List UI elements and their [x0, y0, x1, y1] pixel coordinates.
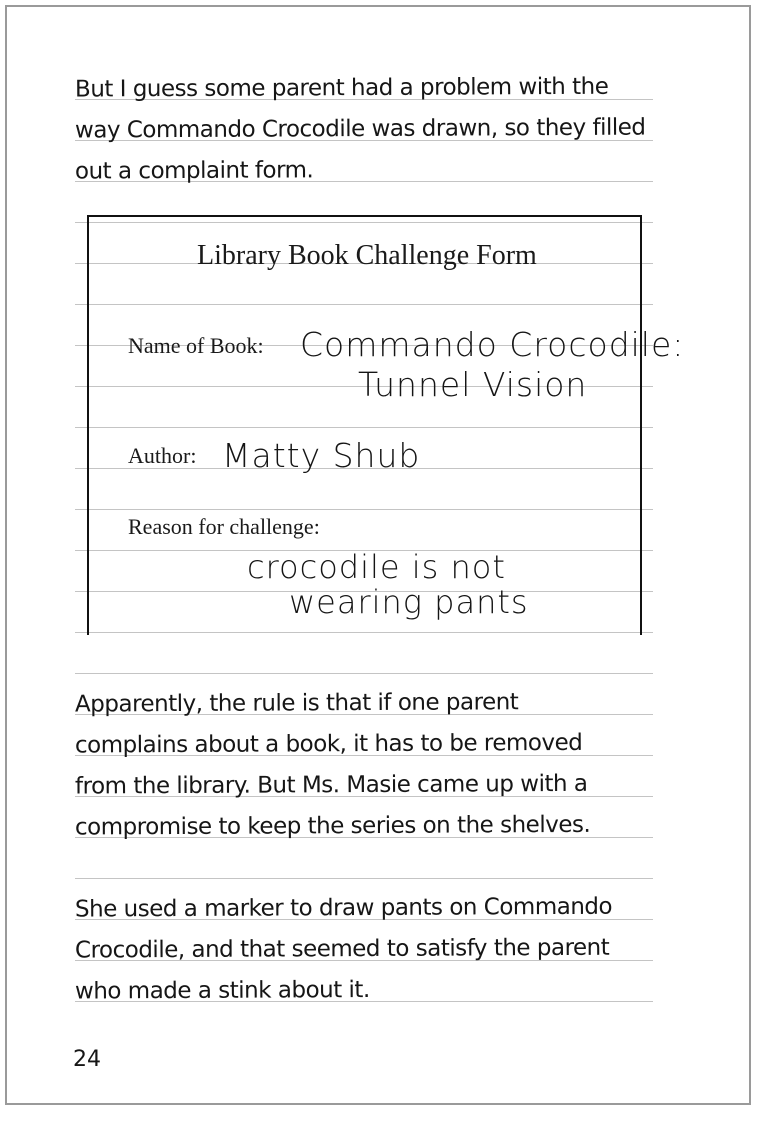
paragraph-1-line-3: out a complaint form.: [74, 157, 314, 185]
paragraph-2-line-3: from the library. But Ms. Masie came up with a: [74, 770, 588, 800]
reason-value-line-2: wearing pants: [289, 583, 529, 621]
form-title: Library Book Challenge Form: [197, 240, 537, 271]
book-name-value-line-2: Tunnel Vision: [358, 365, 588, 404]
reason-value-line-1: crocodile is not: [247, 548, 506, 586]
paragraph-2-line-1: Apparently, the rule is that if one parent: [74, 689, 519, 718]
book-name-label: Name of Book:: [128, 333, 264, 358]
paragraph-1-line-1: But I guess some parent had a problem with the: [74, 73, 609, 103]
paragraph-2-line-4: compromise to keep the series on the shelves.: [74, 811, 591, 841]
page-number: 24: [73, 1047, 101, 1072]
rule-line: [75, 673, 653, 674]
paragraph-3-line-1: She used a marker to draw pants on Commando: [74, 893, 613, 923]
author-label: Author:: [128, 443, 197, 468]
reason-label: Reason for challenge:: [128, 514, 320, 539]
paragraph-3-line-2: Crocodile, and that seemed to satisfy the parent: [74, 934, 610, 964]
author-value: Matty Shub: [222, 436, 421, 475]
paragraph-2-line-2: complains about a book, it has to be removed: [74, 729, 583, 759]
paragraph-3-line-3: who made a stink about it.: [74, 977, 370, 1005]
book-name-value-line-1: Commando Crocodile:: [300, 325, 685, 364]
paragraph-1-line-2: way Commando Crocodile was drawn, so they filled: [74, 114, 646, 144]
rule-line: [75, 878, 653, 879]
